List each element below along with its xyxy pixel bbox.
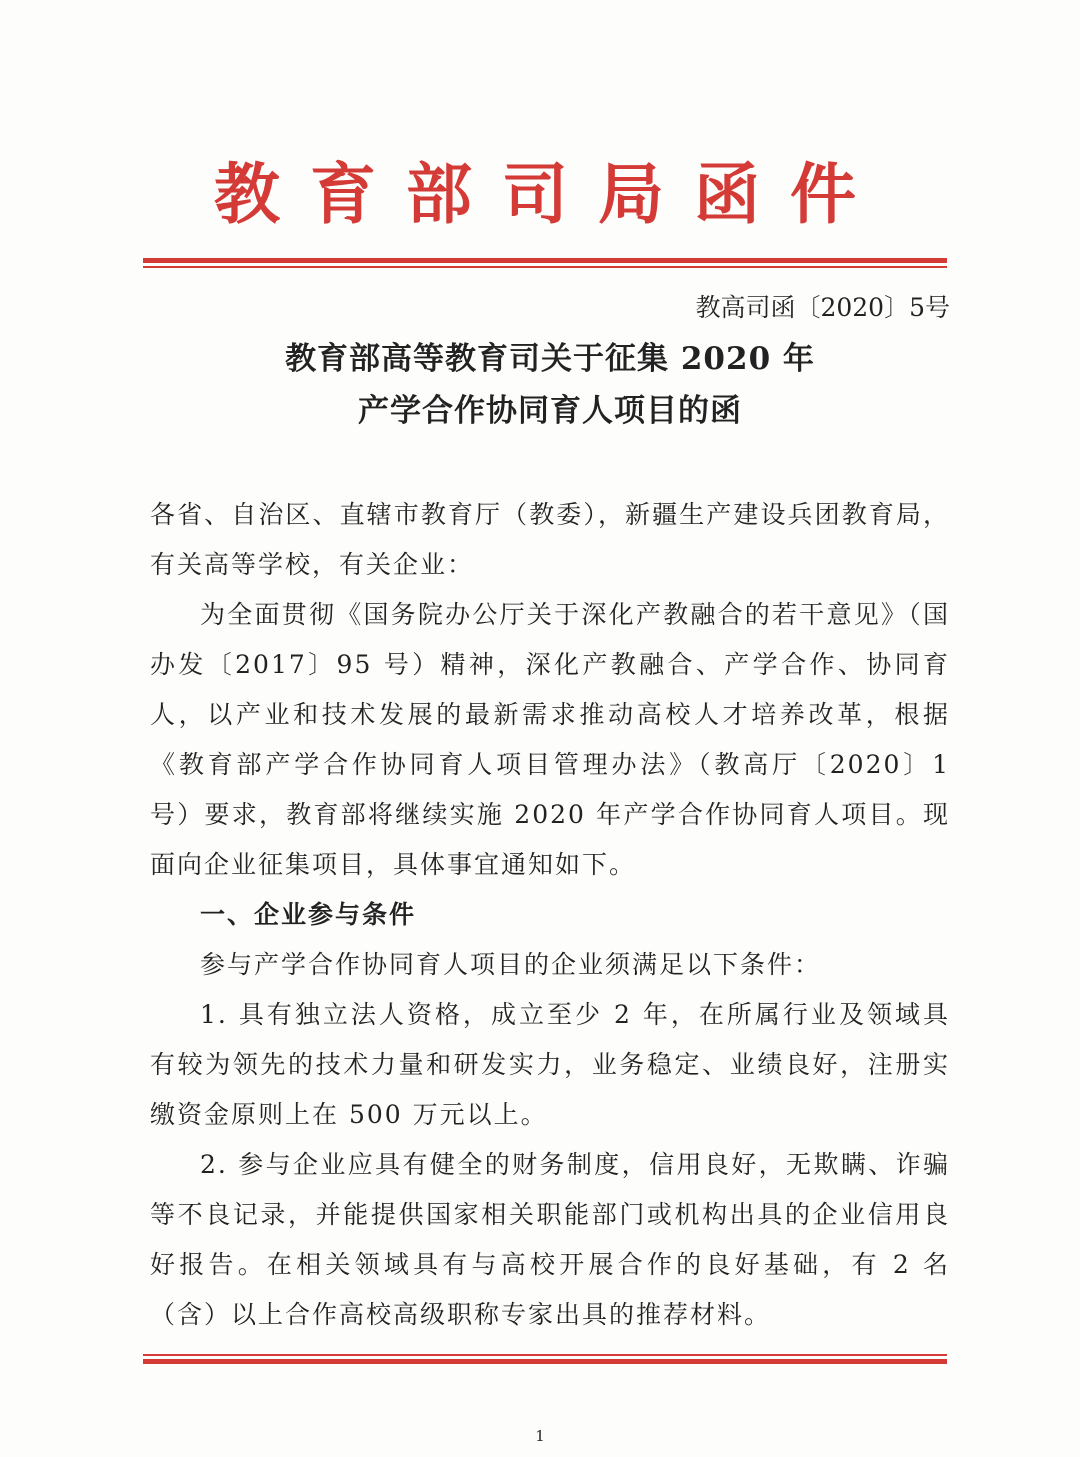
red-rule-thin — [143, 266, 947, 268]
page-number: 1 — [535, 1427, 545, 1445]
condition-item-2: 2. 参与企业应具有健全的财务制度，信用良好，无欺瞒、诈骗等不良记录，并能提供国家相关职能部门或机构出具的企业信用良好报告。在相关领域具有与高校开展合作的良好基础，有 2 名（含）以上合作高校高级职称专家出具的推荐材料。 — [150, 1150, 950, 1329]
document-number: 教高司函〔2020〕5号 — [695, 293, 950, 322]
document-title — [150, 333, 950, 437]
condition-item-1: 1. 具有独立法人资格，成立至少 2 年，在所属行业及领域具有较为领先的技术力量和研发实力，业务稳定、业绩良好，注册实缴资金原则上在 500 万元以上。 — [150, 1000, 950, 1129]
section-heading: 一、企业参与条件 — [200, 900, 417, 929]
letterhead-title: 教育部司局函件 — [214, 156, 886, 233]
intro-paragraph: 为全面贯彻《国务院办公厅关于深化产教融合的若干意见》（国办发〔2017〕95 号）精神，深化产教融合、产学合作、协同育人，以产业和技术发展的最新需求推动高校人才培养改革，根据《教育部产学合作协同育人项目管理办法》（教高厅〔2020〕1 号）要求，教育部将继续实施 2020 年产学合作协同育人项目。现面向企业征集项目，具体事宜通知如下。 — [150, 600, 950, 879]
letterhead-red-rule — [143, 258, 947, 268]
red-rule-thick — [143, 258, 947, 263]
footer-red-rule — [143, 1354, 947, 1364]
section-lead-paragraph: 参与产学合作协同育人项目的企业须满足以下条件： — [200, 950, 822, 979]
footer-rule-thick — [143, 1359, 947, 1364]
title-line-1: 教育部高等教育司关于征集 2020 年 — [285, 341, 815, 377]
salutation: 各省、自治区、直辖市教育厅（教委），新疆生产建设兵团教育局，有关高等学校，有关企业： — [150, 500, 950, 579]
document-body — [150, 490, 950, 1340]
title-line-2: 产学合作协同育人项目的函 — [358, 393, 742, 429]
footer-rule-thin — [143, 1354, 947, 1356]
